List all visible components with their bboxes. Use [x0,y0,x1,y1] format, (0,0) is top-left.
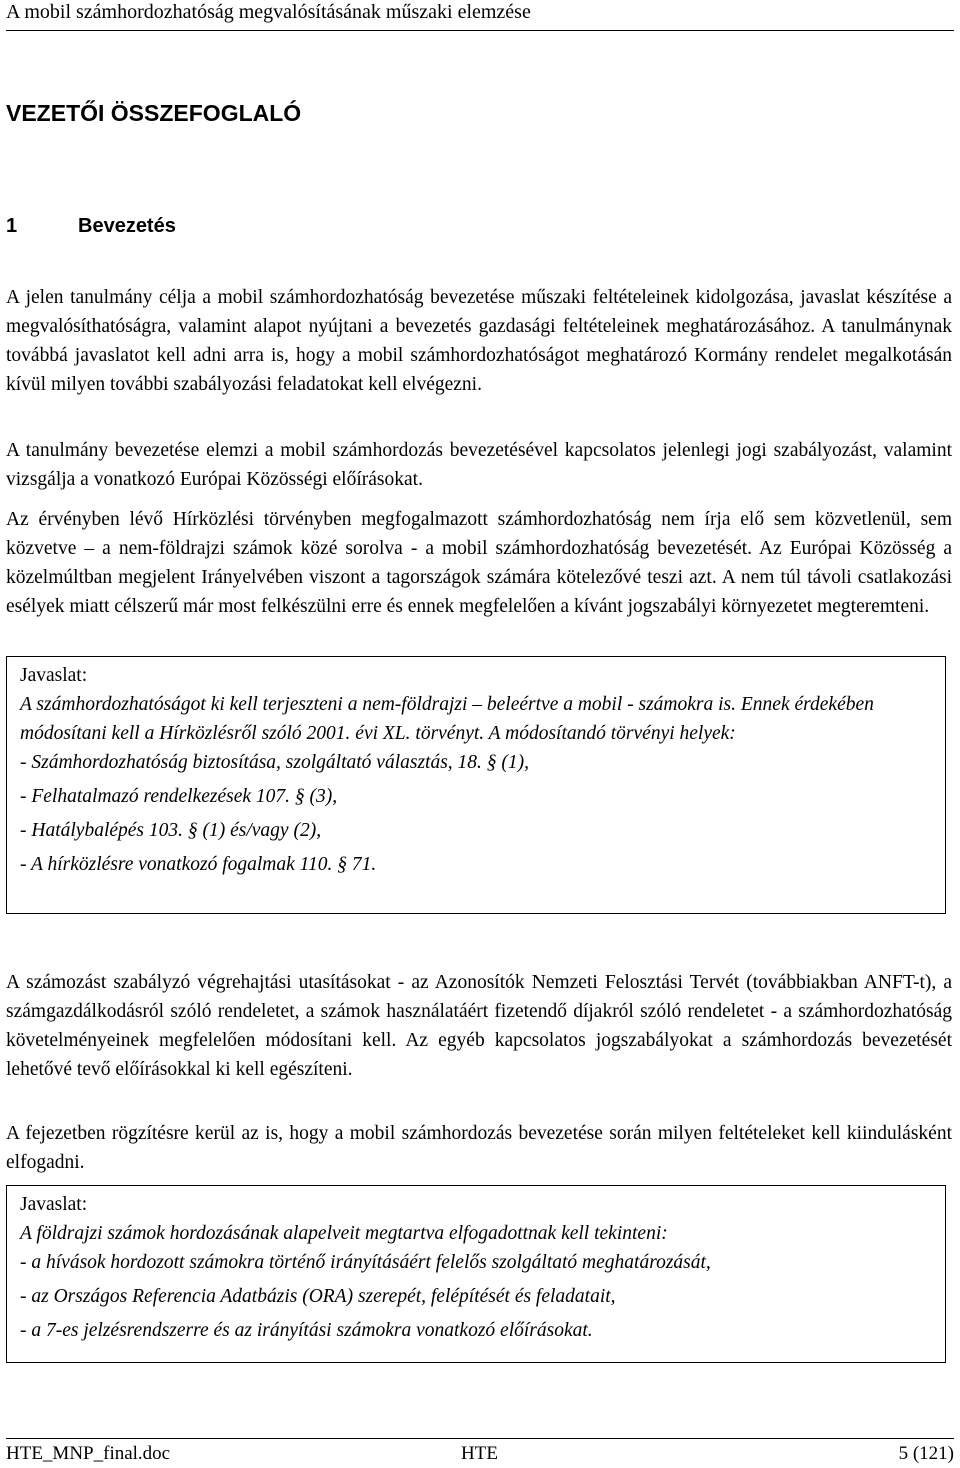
list-item: - az Országos Referencia Adatbázis (ORA) szerepét, felépítését és feladatait, [20,1286,616,1307]
chapter-heading [6,215,176,238]
list-item: - Hatálybalépés 103. § (1) és/vagy (2), [20,820,322,841]
list-item: - a 7-es jelzésrendszerre és az irányítási számokra vonatkozó előírásokat. [20,1320,593,1341]
paragraph-legal-review: A tanulmány bevezetése elemzi a mobil számhordozás bevezetésével kapcsolatos jelenlegi jogi szabályozást, valamint vizsgálja a vonatkozó Európai Közösségi előírásokat. [6,440,952,490]
paragraph-chapter-note: A fejezetben rögzítésre kerül az is, hogy a mobil számhordozás bevezetése során milyen feltételeket kell kiindulásként elfogadni. [6,1123,952,1173]
paragraph-numbering-rules: A számozást szabályzó végrehajtási utasításokat - az Azonosítók Nemzeti Felosztási Tervét (továbbiakban ANFT-t), a számgazdálkodásról szóló rendeletet, a számok használatáért fizetendő díjakról szóló rendeletet - a számhordozhatóság követelményeinek megfelelően módosítani kell. Az egyéb kapcsolatos jogszabályokat a számhordozás bevezetését lehetővé tevő előírásokkal ki kell egészíteni. [6,972,952,1080]
section-title: VEZETŐI ÖSSZEFOGLALÓ [6,100,302,126]
chapter-title: Bevezetés [78,215,176,237]
proposal-box-1 [6,656,946,914]
list-item: - A hírközlésre vonatkozó fogalmak 110. § 71. [20,854,377,875]
proposal-label: Javaslat: [20,665,88,686]
list-item: - a hívások hordozott számokra történő irányításáért felelős szolgáltató meghatározását, [20,1252,711,1273]
proposal-label: Javaslat: [20,1194,88,1215]
paragraph-law-context: Az érvényben lévő Hírközlési törvényben megfogalmazott számhordozhatóság nem írja elő sem közvetlenül, sem közvetve – a nem-földrajzi számok közé sorolva - a mobil számhordozhatóság bevezetését. Az Európai Közösség a közelmúltban megjelent Irányelvében viszont a tagországok számára kötelezővé teszi azt. A nem túl távoli csatlakozási esélyek miatt célszerű már most felkészülni erre és ennek megfelelően a kívánt jogszabályi környezetet megteremteni. [6,509,952,617]
proposal-box-2 [6,1185,946,1363]
header-title: A mobil számhordozhatóság megvalósításának műszaki elemzése [6,1,531,23]
footer-org: HTE [461,1443,498,1464]
list-item: - Felhatalmazó rendelkezések 107. § (3), [20,786,338,807]
footer-page-number: 5 (121) [898,1443,954,1464]
proposal-list [20,748,945,879]
chapter-number: 1 [6,215,18,237]
proposal-list [20,1248,945,1345]
proposal-text: A számhordozhatóságot ki kell terjeszteni a nem-földrajzi – beleértve a mobil - számokra is. Ennek érdekében módosítani kell a Hírközlésről szóló 2001. évi XL. törvényt. A módosítandó törvényi helyek: [20,694,874,744]
footer-filename: HTE_MNP_final.doc [6,1443,171,1464]
list-item: - Számhordozhatóság biztosítása, szolgáltató választás, 18. § (1), [20,752,530,773]
paragraph-intro: A jelen tanulmány célja a mobil számhordozhatóság bevezetése műszaki feltételeinek kidolgozása, javaslat készítése a megvalósíthatóságra, valamint alapot nyújtani a bevezetés gazdasági feltételeinek meghatározásához. A tanulmánynak továbbá javaslatot kell adni arra is, hogy a mobil számhordozhatóságot meghatározó Kormány rendelet megalkotásán kívül milyen további szabályozási feladatokat kell elvégezni. [6,287,952,395]
proposal-text: A földrajzi számok hordozásának alapelveit megtartva elfogadottnak kell tekinteni: [20,1223,668,1244]
page-footer [6,1438,954,1468]
page-header [6,0,954,31]
